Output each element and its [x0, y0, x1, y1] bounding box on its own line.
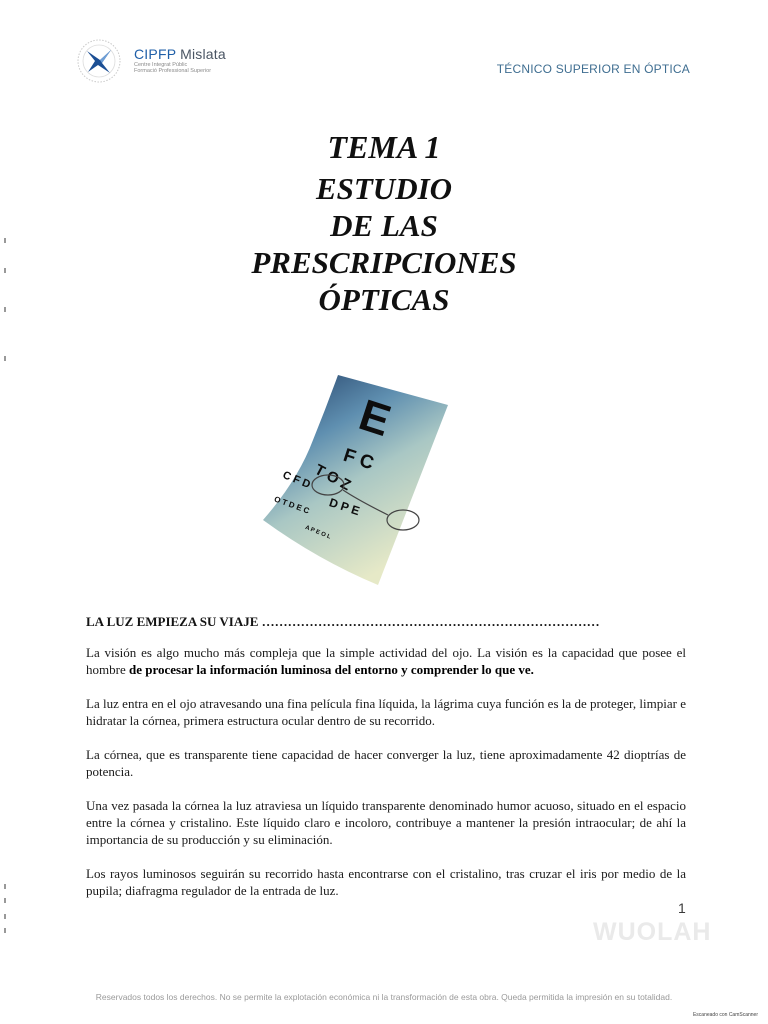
intro-section — [86, 614, 686, 916]
margin-mark — [4, 307, 6, 312]
chart-row-4: C F D — [280, 469, 313, 492]
margin-mark — [4, 914, 6, 919]
scanner-note: Escaneado con CamScanner — [692, 1012, 758, 1018]
margin-mark — [4, 884, 6, 889]
paragraph-1-bold: de procesar la información luminosa del entorno y comprender lo que ve. — [128, 662, 534, 677]
paragraph-3: La córnea, que es transparente tiene capacidad de hacer converger la luz, tiene aproximadamente 42 dioptrías de potencia. — [86, 747, 686, 779]
margin-mark — [4, 268, 6, 273]
eye-chart-illustration — [258, 370, 458, 590]
paragraph-2: La luz entra en el ojo atravesando una fina película fina líquida, la lágrima cuya función es la de proteger, limpiar e hidratar la córnea, primera estructura ocular dentro de su recorrido. — [86, 696, 686, 728]
course-title: TÉCNICO SUPERIOR EN ÓPTICA — [496, 62, 690, 76]
logo-subtitle-2: Formació Professional Superior — [134, 68, 212, 74]
cipfp-seal-logo — [74, 38, 124, 84]
paragraph-1-text: La visión es algo mucho más compleja que la simple actividad del ojo. La visión es la capacidad que posee el hombre — [86, 645, 686, 677]
logo-place: Mislata — [180, 46, 226, 62]
margin-mark — [4, 898, 6, 903]
page-header — [0, 0, 768, 100]
title-line-1: ESTUDIO — [315, 171, 453, 206]
chart-row-5: D P E — [327, 495, 362, 519]
paragraph-1 — [86, 644, 686, 678]
wuolah-watermark: WUOLAH — [593, 918, 712, 946]
margin-mark — [4, 238, 6, 243]
logo-subtitle-1: Centre Integrat Públic — [134, 62, 188, 68]
tema-heading: TEMA 1 — [327, 129, 441, 165]
document-title — [0, 128, 768, 318]
chart-row-1: E — [353, 390, 397, 447]
section-heading: LA LUZ EMPIEZA SU VIAJE …………………………………………………………………… — [86, 614, 600, 629]
chart-row-7: A P E O L — [304, 524, 332, 541]
chart-row-3: T O Z — [311, 461, 354, 495]
chart-row-2: F C — [340, 444, 377, 475]
margin-mark — [4, 928, 6, 933]
logo-wordmark — [134, 46, 226, 74]
page-number: 1 — [678, 900, 686, 916]
paragraph-4: Una vez pasada la córnea la luz atraviesa un líquido transparente denominado humor acuoso, situado en el espacio entre la córnea y cristalino. Este líquido claro e incoloro, contribuye a mantener la presión intraocular; de ahí la importancia de su producción y su eliminación. — [86, 798, 686, 847]
logo-name — [134, 46, 226, 62]
paragraph-5: Los rayos luminosos seguirán su recorrido hasta encontrarse con el cristalino, tras cruzar el iris por medio de la pupila; diafragma regulador de la entrada de luz. — [86, 866, 686, 898]
title-line-2: DE LAS — [330, 208, 438, 243]
margin-mark — [4, 356, 6, 361]
copyright-footer: Reservados todos los derechos. No se permite la explotación económica ni la transformación de esta obra. Queda permitida la impresión en su totalidad. — [95, 992, 673, 1002]
title-line-3: PRESCRIPCIONES — [251, 245, 517, 280]
logo-brand: CIPFP — [134, 46, 176, 62]
chart-row-6: O T D E C — [272, 494, 311, 516]
title-line-4: ÓPTICAS — [318, 282, 450, 317]
